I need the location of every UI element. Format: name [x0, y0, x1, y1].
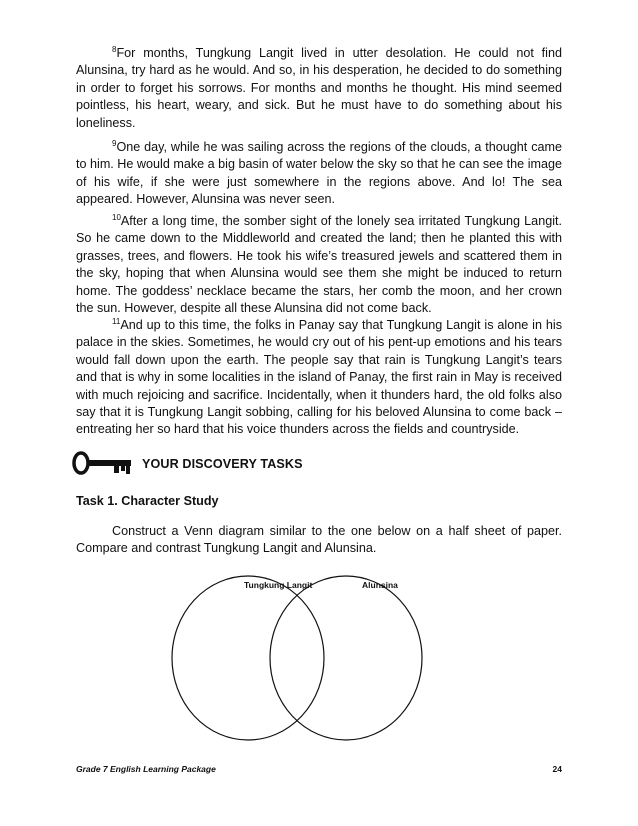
paragraph-8 — [76, 45, 562, 132]
page-number: 24 — [552, 764, 562, 774]
paragraph-number: 11 — [112, 317, 121, 326]
paragraph-10 — [76, 213, 562, 317]
key-icon — [72, 450, 134, 478]
paragraph-11 — [76, 317, 562, 439]
paragraph-9 — [76, 139, 562, 209]
paragraph-text: And up to this time, the folks in Panay say that Tungkung Langit is alone in his palace in the skies. Sometimes, he would cry out of his pent-up emotions and his tears would fall down upon the earth. The people say that rain is Tungkung Langit’s tears and that is why in some localities in the island of Panay, the first rain in May is received with much rejoicing and sacrifice. Incidentally, when it thunders hard, the old folks also say that it is Tungkung Langit sobbing, calling for his beloved Alunsina to come back – entreating her so hard that his voice thunders across the fields and countryside. — [76, 318, 562, 437]
paragraph-text: For months, Tungkung Langit lived in utter desolation. He could not find Alunsina, try hard as he would. And so, in his desperation, he decided to do something in order to forget his sorrows. For months and months he thought. His mind seemed pointless, his heart, weary, and sick. But he must have to do something about his loneliness. — [76, 46, 562, 130]
paragraph-text: After a long time, the somber sight of the lonely sea irritated Tungkung Langit. So he came down to the Middleworld and created the land; then he planted this with grasses, trees, and flowers. He took his wife’s treasured jewels and scattered them in the sky, hoping that when Alunsina would see them she might be induced to return home. The goddess’ necklace became the stars, her comb the moon, and her crown the sun. However, despite all these Alunsina did not come back. — [76, 214, 562, 316]
paragraph-number: 9 — [112, 139, 117, 148]
paragraph-number: 8 — [112, 45, 117, 54]
venn-diagram — [170, 572, 476, 744]
paragraph-number: 10 — [112, 213, 121, 222]
venn-right-label: Alunsina — [362, 580, 398, 590]
venn-right-circle — [270, 576, 422, 740]
section-title: YOUR DISCOVERY TASKS — [142, 457, 303, 471]
footer-title: Grade 7 English Learning Package — [76, 764, 216, 774]
venn-left-label: Tungkung Langit — [244, 580, 313, 590]
task-title: Task 1. Character Study — [76, 494, 219, 508]
paragraph-text: One day, while he was sailing across the regions of the clouds, a thought came to him. He would make a big basin of water below the sky so that he can see the image of his wife, if she were just somewhere in the regions above. And lo! The sea appeared. However, Alunsina was never seen. — [76, 140, 562, 207]
venn-left-circle — [172, 576, 324, 740]
task-instruction: Construct a Venn diagram similar to the one below on a half sheet of paper. Compare and contrast Tungkung Langit and Alunsina. — [76, 524, 562, 556]
